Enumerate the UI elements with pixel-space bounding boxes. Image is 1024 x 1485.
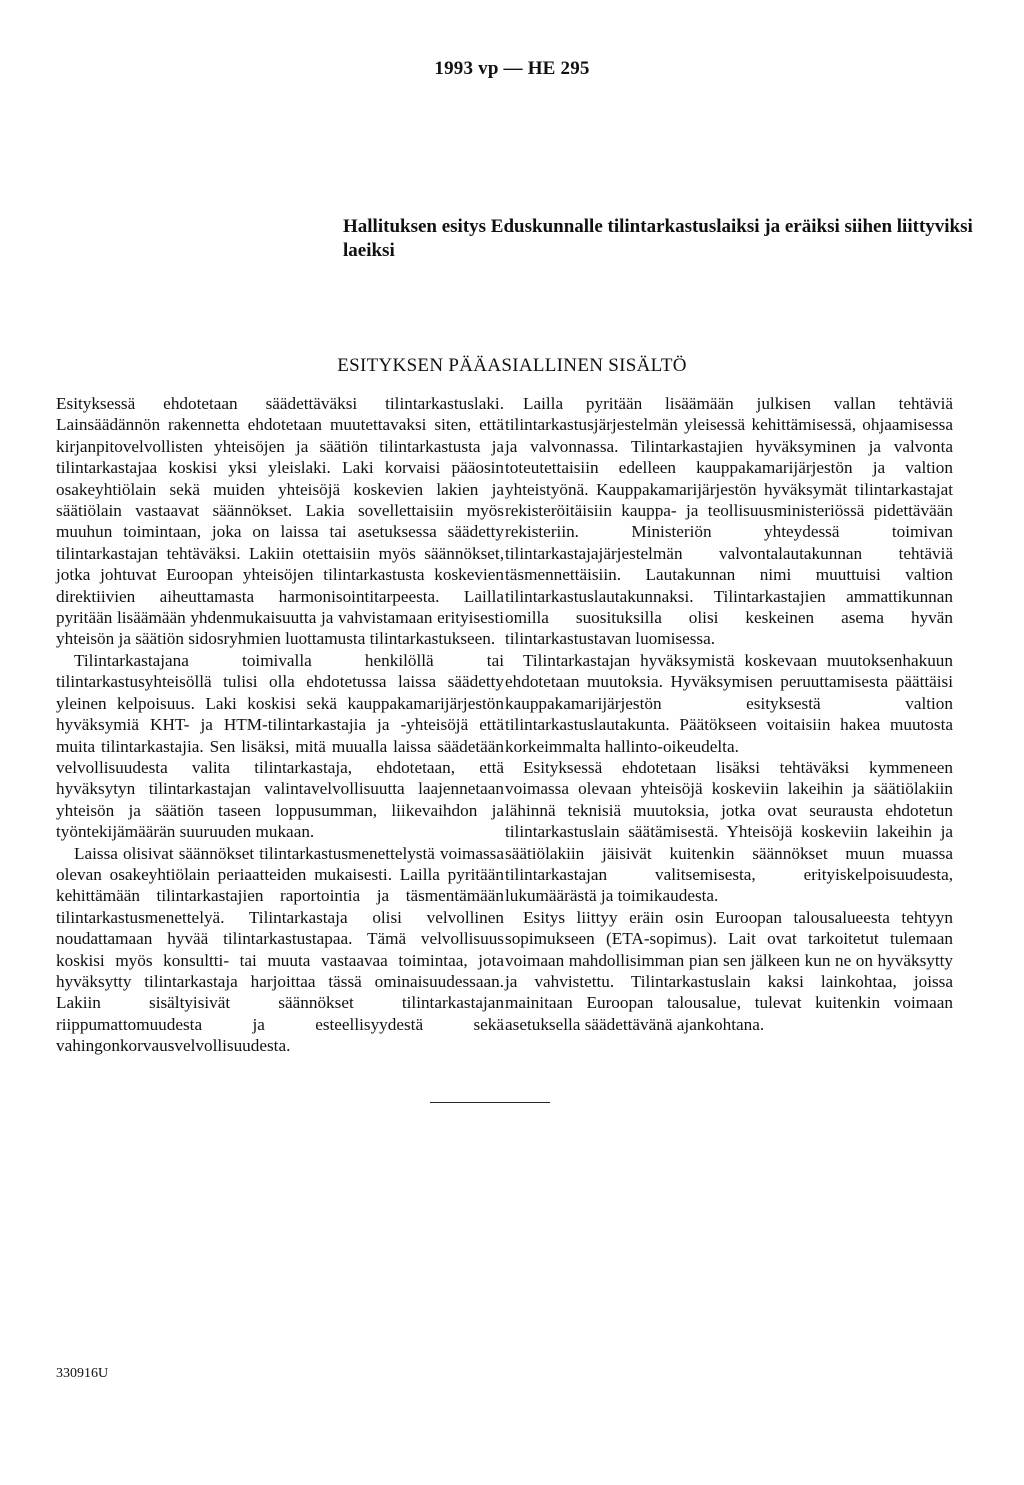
left-column bbox=[56, 393, 504, 1057]
right-paragraph-1: Lailla pyritään lisäämään julkisen vallan tehtäviä tilintarkastusjärjestelmän yleisessä kehittämisessä, ohjaamisessa ja valvonnassa. Tilintarkastajien hyväksyminen ja valvonta toteutettaisiin edelleen kauppakamarijärjestön ja valtion yhteistyönä. Kauppakamarijärjestön hyväksymät tilintarkastajat rekisteröitäisiin kauppa- ja teollisuusministeriössä pidettävään rekisteriin. Ministeriön yhteydessä toimivan tilintarkastajajärjestelmän valvontalautakunnan tehtäviä täsmennettäisiin. Lautakunnan nimi muuttuisi valtion tilintarkastuslautakunnaksi. Tilintarkastajien ammattikunnan omilla suosituksilla olisi keskeinen asema hyvän tilintarkastustavan luomisessa. bbox=[505, 394, 953, 649]
right-paragraph-4: Esitys liittyy eräin osin Euroopan talousalueesta tehtyyn sopimukseen (ETA-sopimus). Lait ovat tarkoitetut tulemaan voimaan mahdollisimman pian sen jälkeen kun ne on hyväksytty ja vahvistettu. Tilintarkastuslain kaksi lainkohtaa, joissa mainitaan Euroopan talousalue, tulevat kuitenkin voimaan asetuksella säädettävänä ajankohtana. bbox=[505, 907, 953, 1034]
right-paragraph-2: Tilintarkastajan hyväksymistä koskevaan muutoksenhakuun ehdotetaan muutoksia. Hyväksymisen peruuttamisesta päättäisi kauppakamarijärjestön esityksestä valtion tilintarkastuslautakunta. Päätökseen voitaisiin hakea muutosta korkeimmalta hallinto-oikeudelta. bbox=[505, 650, 953, 756]
left-paragraph-2: Tilintarkastajana toimivalla henkilöllä tai tilintarkastusyhteisöllä tulisi olla ehdotetussa laissa säädetty yleinen kelpoisuus. Laki koskisi sekä kauppakamarijärjestön hyväksymiä KHT- ja HTM-tilintarkastajia ja -yhteisöjä että muita tilintarkastajia. Sen lisäksi, mitä muualla laissa säädetään velvollisuudesta valita tilintarkastaja, ehdotetaan, että hyväksytyn tilintarkastajan valintavelvollisuutta laajennetaan yhteisön ja säätiön taseen loppusumman, liikevaihdon ja työntekijämäärän suuruuden mukaan. bbox=[56, 650, 504, 842]
section-heading: ESITYKSEN PÄÄASIALLINEN SISÄLTÖ bbox=[337, 355, 687, 376]
separator-rule bbox=[430, 1102, 550, 1103]
right-column bbox=[505, 393, 953, 1035]
left-paragraph-1: Esityksessä ehdotetaan säädettäväksi tilintarkastuslaki. Lainsäädännön rakennetta ehdotetaan muutettavaksi siten, että kirjanpitovelvollisten yhteisöjen ja säätiön tilintarkastusta ja tilintarkastajaa koskisi yksi yleislaki. Laki korvaisi pääosin osakeyhtiölain sekä muiden yhteisöjä koskevien lakien ja säätiölain vastaavat säännökset. Lakia sovellettaisiin myös muuhun toimintaan, joka on laissa tai asetuksessa säädetty tilintarkastajan tehtäväksi. Lakiin otettaisiin myös säännökset, jotka johtuvat Euroopan yhteisöjen tilintarkastusta koskevien direktiivien aiheuttamasta harmonisointitarpeesta. Lailla pyritään lisäämään yhdenmukaisuutta ja vahvistamaan erityisesti yhteisön ja säätiön sidosryhmien luottamusta tilintarkastukseen. bbox=[56, 394, 504, 649]
running-header: 1993 vp — HE 295 bbox=[434, 58, 590, 79]
footer-code: 330916U bbox=[56, 1366, 109, 1381]
left-paragraph-3: Laissa olisivat säännökset tilintarkastusmenettelystä voimassa olevan osakeyhtiölain periaatteiden mukaisesti. Lailla pyritään kehittämään tilintarkastajien raportointia ja täsmentämään tilintarkastusmenettelyä. Tilintarkastaja olisi velvollinen noudattamaan hyvää tilintarkastustapaa. Tämä velvollisuus koskisi myös konsultti- tai muuta vastaavaa toimintaa, jota hyväksytty tilintarkastaja harjoittaa tässä ominaisuudessaan. Lakiin sisältyisivät säännökset tilintarkastajan riippumattomuudesta ja esteellisyydestä sekä vahingonkorvausvelvollisuudesta. bbox=[56, 843, 504, 1056]
document-title: Hallituksen esitys Eduskunnalle tilintarkastuslaiksi ja eräiksi siihen liittyviksi laeiksi bbox=[343, 216, 973, 261]
right-paragraph-3: Esityksessä ehdotetaan lisäksi tehtäväksi kymmeneen voimassa olevaan yhteisöjä koskeviin lakeihin ja säätiölakiin lähinnä teknisiä muutoksia, jotka ovat seurausta ehdotetun tilintarkastuslain säätämisestä. Yhteisöjä koskeviin lakeihin ja säätiölakiin jäisivät kuitenkin säännökset muun muassa tilintarkastajan valitsemisesta, erityiskelpoisuudesta, lukumäärästä ja toimikaudesta. bbox=[505, 757, 953, 906]
